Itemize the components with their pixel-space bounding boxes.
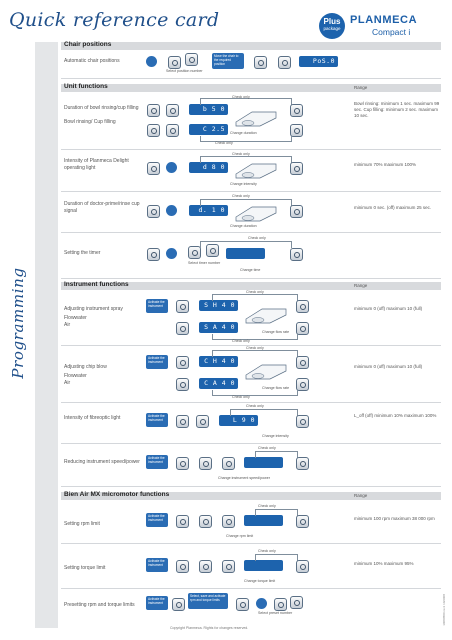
range-text: minimum 100 rpm maximum 38 000 rpm [354, 516, 435, 521]
signal-icon [166, 205, 177, 216]
caption: Check only [246, 346, 264, 350]
key-button [147, 248, 160, 261]
key-button [185, 53, 198, 66]
caption: Check only [246, 404, 264, 408]
preset-badge: Select, save and activate rpm and torque limits [188, 593, 228, 609]
caption: Change flow rate [262, 330, 290, 334]
caption: Change duration [230, 131, 257, 135]
connector [200, 136, 292, 142]
key-button [176, 515, 189, 528]
key-button [147, 104, 160, 117]
range-text: minimum 0 (off) maximum 10 (full) [354, 306, 423, 311]
chair-icon [146, 56, 157, 67]
key-button [168, 56, 181, 69]
key-button [147, 162, 160, 175]
connector [255, 509, 298, 516]
connector [212, 334, 298, 340]
divider [61, 402, 441, 403]
fibreoptic-display: L 9 0 [219, 415, 258, 426]
caption: Check only [258, 446, 276, 450]
handpiece-diagram [242, 305, 290, 327]
key-button [176, 300, 189, 313]
connector [255, 451, 298, 458]
key-button [222, 560, 235, 573]
handpiece-diagram [232, 108, 280, 130]
key-button [296, 515, 309, 528]
light-display: d 8 0 [189, 162, 228, 173]
side-label: Programming [9, 267, 27, 379]
divider [61, 232, 441, 233]
key-button [196, 415, 209, 428]
badge-top: Plus [323, 17, 341, 26]
connector [212, 390, 298, 396]
caption: Change duration [230, 224, 257, 228]
range-header: Range [354, 85, 368, 90]
timer-icon [166, 248, 177, 259]
connector [212, 294, 298, 301]
range-header: Range [354, 283, 368, 288]
rpm-display [244, 515, 283, 526]
section-title: Chair positions [64, 41, 112, 48]
key-button [166, 104, 179, 117]
key-button [290, 205, 303, 218]
caption: Check only [232, 395, 250, 399]
key-button [236, 598, 249, 611]
key-button [254, 56, 267, 69]
plus-package-badge [319, 13, 345, 39]
row-label: Reducing instrument speed/power [64, 459, 140, 465]
section-instrument-header [61, 282, 441, 290]
key-button [290, 596, 303, 609]
cup-display: C 2.5 [189, 124, 228, 135]
timer-display [226, 248, 265, 259]
activate-instrument-badge: Activate the instrument [146, 455, 168, 469]
caption: Check only [232, 194, 250, 198]
key-button [296, 300, 309, 313]
row-label: Setting the timer [64, 250, 101, 256]
divider [61, 443, 441, 444]
key-button [290, 248, 303, 261]
caption: Change rpm limit [226, 534, 254, 538]
divider [61, 191, 441, 192]
left-band [35, 42, 58, 628]
key-button [274, 598, 287, 611]
section-chair-header [61, 42, 441, 50]
caption: Change time [240, 268, 261, 272]
key-button [296, 560, 309, 573]
chip-water-display: C H 4 0 [199, 356, 238, 367]
caption: Check only [215, 141, 233, 145]
key-button [199, 560, 212, 573]
caption: Check only [246, 290, 264, 294]
caption: Change instrument speed/power [218, 476, 270, 480]
light-icon [166, 162, 177, 173]
row-label: Intensity of Planmeca Delight operating light [64, 158, 129, 171]
handpiece-diagram [232, 203, 280, 225]
row-label: Presetting rpm and torque limits [64, 602, 135, 608]
row-label: Adjusting instrument spray [64, 306, 123, 312]
divider [61, 278, 441, 279]
section-title: Bien Air MX micromotor functions [64, 491, 170, 498]
key-button [176, 356, 189, 369]
key-button [199, 457, 212, 470]
activate-instrument-badge: Activate the instrument [146, 355, 168, 369]
key-button [296, 356, 309, 369]
brand-subtitle: Compact i [372, 27, 411, 37]
side-code: 10080580 rev1 10/2008 [442, 594, 446, 626]
row-sublabel: Air [64, 380, 71, 386]
divider [61, 543, 441, 544]
seat-icon [278, 56, 291, 69]
section-title: Unit functions [64, 83, 108, 90]
connector [200, 98, 292, 105]
row-label: Setting torque limit [64, 565, 106, 571]
key-button [296, 457, 309, 470]
signal-display: d. 1 0 [189, 205, 228, 216]
handpiece-diagram [242, 361, 290, 383]
page-title: Quick reference card [9, 9, 220, 31]
chair-display: PoS.0 [299, 56, 338, 67]
key-button [176, 457, 189, 470]
key-button [290, 162, 303, 175]
key-button [290, 104, 303, 117]
move-chair-box: Move the chair to the required position [212, 53, 244, 69]
brand-logo: PLANMECA [350, 14, 418, 26]
key-button [147, 205, 160, 218]
row-label: Setting rpm limit [64, 521, 100, 527]
activate-instrument-badge: Activate the instrument [146, 513, 168, 527]
key-button [222, 515, 235, 528]
row-label: Adjusting chip blow [64, 364, 107, 370]
bowl-display: b 5 0 [189, 104, 228, 115]
caption: Select timer number [188, 261, 221, 265]
spray-air-display: S A 4 0 [199, 322, 238, 333]
range-text: minimum 70% maximum 100% [354, 162, 417, 167]
key-button [176, 322, 189, 335]
torque-display [244, 560, 283, 571]
caption: Check only [258, 549, 276, 553]
connector [200, 241, 292, 248]
caption: Change intensity [230, 182, 257, 186]
row-sublabel: Bowl rinsing/ Cup filling [64, 119, 116, 125]
caption: Select position number [166, 69, 203, 73]
key-button [176, 560, 189, 573]
key-button [166, 124, 179, 137]
range-text: Bowl rinsing: minimum 1 sec. maximum 99 sec. Cup filling: minimum 2 sec. maximum 10 sec. [354, 101, 440, 118]
caption: Check only [258, 504, 276, 508]
key-button [296, 415, 309, 428]
preset-icon [256, 598, 267, 609]
activate-instrument-badge: Activate the instrument [146, 299, 168, 313]
connector [255, 554, 298, 561]
handpiece-diagram [232, 160, 280, 182]
connector [212, 350, 298, 357]
speed-display [244, 457, 283, 468]
divider [61, 149, 441, 150]
activate-instrument-badge: Activate the instrument [146, 413, 168, 427]
row-sublabel: Flowwater [64, 315, 87, 321]
row-sublabel: Air [64, 322, 71, 328]
caption: Select preset number [258, 611, 293, 615]
caption: Change intensity [262, 434, 289, 438]
key-button [172, 598, 185, 611]
section-unit-header [61, 84, 441, 92]
key-button [199, 515, 212, 528]
caption: Change flow rate [262, 386, 290, 390]
caption: Check only [232, 152, 250, 156]
badge-bottom: package [323, 26, 341, 31]
range-text: L_off (off) minimum 10% maximum 100% [354, 413, 437, 418]
section-title: Instrument functions [64, 281, 129, 288]
footer-copyright: Copyright Planmeca. Rights for changes reserved. [170, 626, 249, 630]
caption: Check only [232, 95, 250, 99]
caption: Check only [232, 339, 250, 343]
divider [61, 78, 441, 79]
key-button [222, 457, 235, 470]
row-label: Intensity of fibreoptic light [64, 415, 121, 421]
connector [230, 409, 298, 416]
caption: Change torque limit [244, 579, 276, 583]
divider [61, 486, 441, 487]
row-label: Duration of doctor-prime/rinse cup signal [64, 201, 140, 214]
range-text: minimum 0 sec. (off) maximum 25 sec. [354, 205, 432, 210]
caption: Check only [248, 236, 266, 240]
activate-instrument-badge: Activate the instrument [146, 596, 168, 610]
chip-air-display: C A 4 0 [199, 378, 238, 389]
range-text: minimum 10% maximum 95% [354, 561, 414, 566]
key-button [176, 378, 189, 391]
row-sublabel: Flowwater [64, 373, 87, 379]
row-label: Automatic chair positions [64, 58, 120, 64]
key-button [147, 124, 160, 137]
divider [61, 588, 441, 589]
spray-water-display: S H 4 0 [199, 300, 238, 311]
section-bienair-header [61, 492, 441, 500]
row-label: Duration of bowl rinsing/cup filling [64, 105, 139, 111]
activate-instrument-badge: Activate the instrument [146, 558, 168, 572]
key-button [176, 415, 189, 428]
range-text: minimum 0 (off) maximum 10 (full) [354, 364, 423, 369]
range-header: Range [354, 493, 368, 498]
